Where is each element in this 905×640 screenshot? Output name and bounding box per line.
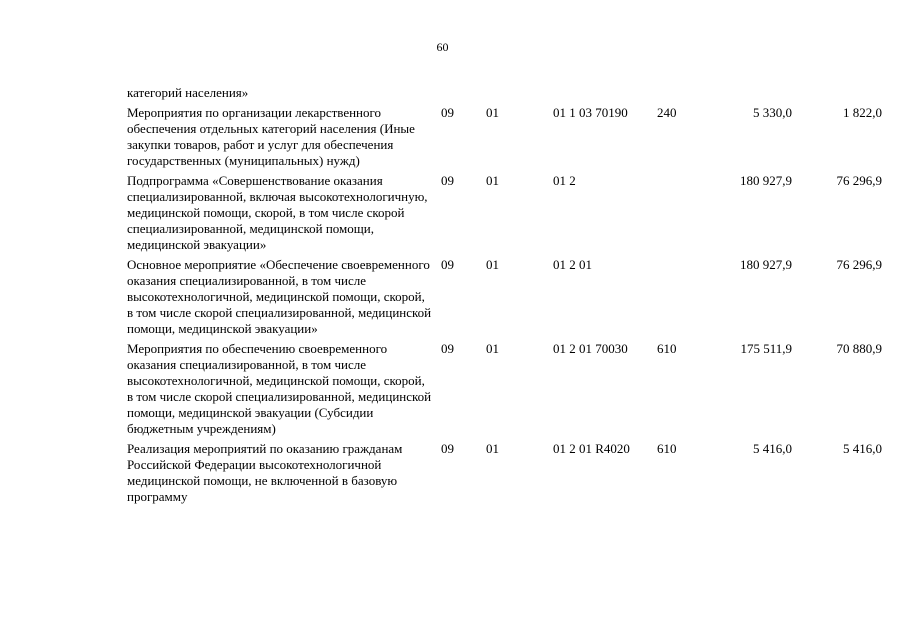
table-row xyxy=(127,85,887,101)
row-subsection: 01 xyxy=(486,173,499,188)
row-sum-second: 76 296,9 xyxy=(836,173,882,188)
row-target-article: 01 2 01 R4020 xyxy=(553,441,630,456)
row-target-article: 01 2 01 70030 xyxy=(553,341,628,356)
row-target-article: 01 2 01 xyxy=(553,257,592,272)
table-row xyxy=(127,341,887,437)
row-expense-type: 610 xyxy=(657,441,677,456)
row-section: 09 xyxy=(441,105,454,120)
table-row xyxy=(127,257,887,337)
row-subsection: 01 xyxy=(486,257,499,272)
budget-table xyxy=(127,85,887,505)
row-name: Мероприятия по организации лекарственного обеспечения отдельных категорий населения (Иные закупки товаров, работ и услуг для обеспечения государственных (муниципальных) нужд) xyxy=(127,105,415,168)
row-name: категорий населения» xyxy=(127,85,249,100)
row-name: Мероприятия по обеспечению своевременного оказания специализированной, в том числе высокотехнологичной, медицинской помощи, скорой, в том числе скорой специализированной, медицинской помощи, медицинской эвакуации (Субсидии бюджетным учреждениям) xyxy=(127,341,432,436)
row-section: 09 xyxy=(441,441,454,456)
row-sum-first: 5 416,0 xyxy=(753,441,792,456)
row-sum-first: 180 927,9 xyxy=(740,257,792,272)
row-target-article: 01 2 xyxy=(553,173,576,188)
row-sum-second: 70 880,9 xyxy=(836,341,882,356)
table-row xyxy=(127,441,887,505)
row-sum-second: 5 416,0 xyxy=(843,441,882,456)
row-subsection: 01 xyxy=(486,441,499,456)
row-sum-second: 76 296,9 xyxy=(836,257,882,272)
table-row xyxy=(127,173,887,253)
row-expense-type: 240 xyxy=(657,105,677,120)
row-target-article: 01 1 03 70190 xyxy=(553,105,628,120)
row-subsection: 01 xyxy=(486,105,499,120)
page-number: 60 xyxy=(436,40,449,54)
table-row xyxy=(127,105,887,169)
row-name: Подпрограмма «Совершенствование оказания специализированной, включая высокотехнологичную, медицинской помощи, скорой, в том числе скорой специализированной, медицинской помощи, медицинской эвакуации» xyxy=(127,173,428,252)
row-section: 09 xyxy=(441,173,454,188)
row-section: 09 xyxy=(441,257,454,272)
row-sum-first: 5 330,0 xyxy=(753,105,792,120)
row-sum-first: 175 511,9 xyxy=(740,341,792,356)
row-name: Реализация мероприятий по оказанию гражданам Российской Федерации высокотехнологичной медицинской помощи, не включенной в базовую программу xyxy=(127,441,403,504)
row-section: 09 xyxy=(441,341,454,356)
row-sum-first: 180 927,9 xyxy=(740,173,792,188)
row-subsection: 01 xyxy=(486,341,499,356)
row-sum-second: 1 822,0 xyxy=(843,105,882,120)
row-expense-type: 610 xyxy=(657,341,677,356)
row-name: Основное мероприятие «Обеспечение своевременного оказания специализированной, в том числе высокотехнологичной, медицинской помощи, скорой, в том числе скорой специализированной, медицинской помощи, медицинской эвакуации» xyxy=(127,257,432,336)
